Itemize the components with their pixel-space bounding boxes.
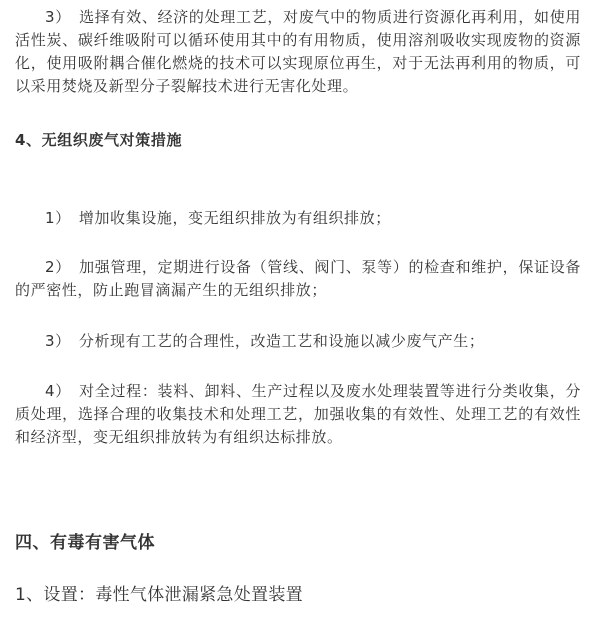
chapter-heading-toxic-gas: 四、有毒有害气体 xyxy=(15,533,155,553)
sub-heading-leak-device: 1、设置：毒性气体泄漏紧急处置装置 xyxy=(15,585,303,605)
list-item-management: 2） 加强管理，定期进行设备（管线、阀门、泵等）的检查和维护，保证设备的严密性，防止跑冒滴漏产生的无组织排放； xyxy=(15,258,581,299)
list-item-whole-process: 4） 对全过程：装料、卸料、生产过程以及废水处理装置等进行分类收集，分质处理，选择合理的收集技术和处理工艺，加强收集的有效性、处理工艺的有效性和经济型，变无组织排放转为有组织达标排放。 xyxy=(15,382,581,446)
section-heading-fugitive-emission: 4、无组织废气对策措施 xyxy=(15,131,183,149)
list-item-process-analysis: 3） 分析现有工艺的合理性，改造工艺和设施以减少废气产生； xyxy=(45,332,485,350)
paragraph-process-selection: 3） 选择有效、经济的处理工艺，对废气中的物质进行资源化再利用，如使用活性炭、碳纤维吸附可以循环使用其中的有用物质，使用溶剂吸收实现废物的资源化，使用吸附耦合催化燃烧的技术可以实现原位再生，对于无法再利用的物质，可以采用焚烧及新型分子裂解技术进行无害化处理。 xyxy=(15,8,581,95)
list-item-collection-facilities: 1） 增加收集设施，变无组织排放为有组织排放； xyxy=(45,209,391,227)
